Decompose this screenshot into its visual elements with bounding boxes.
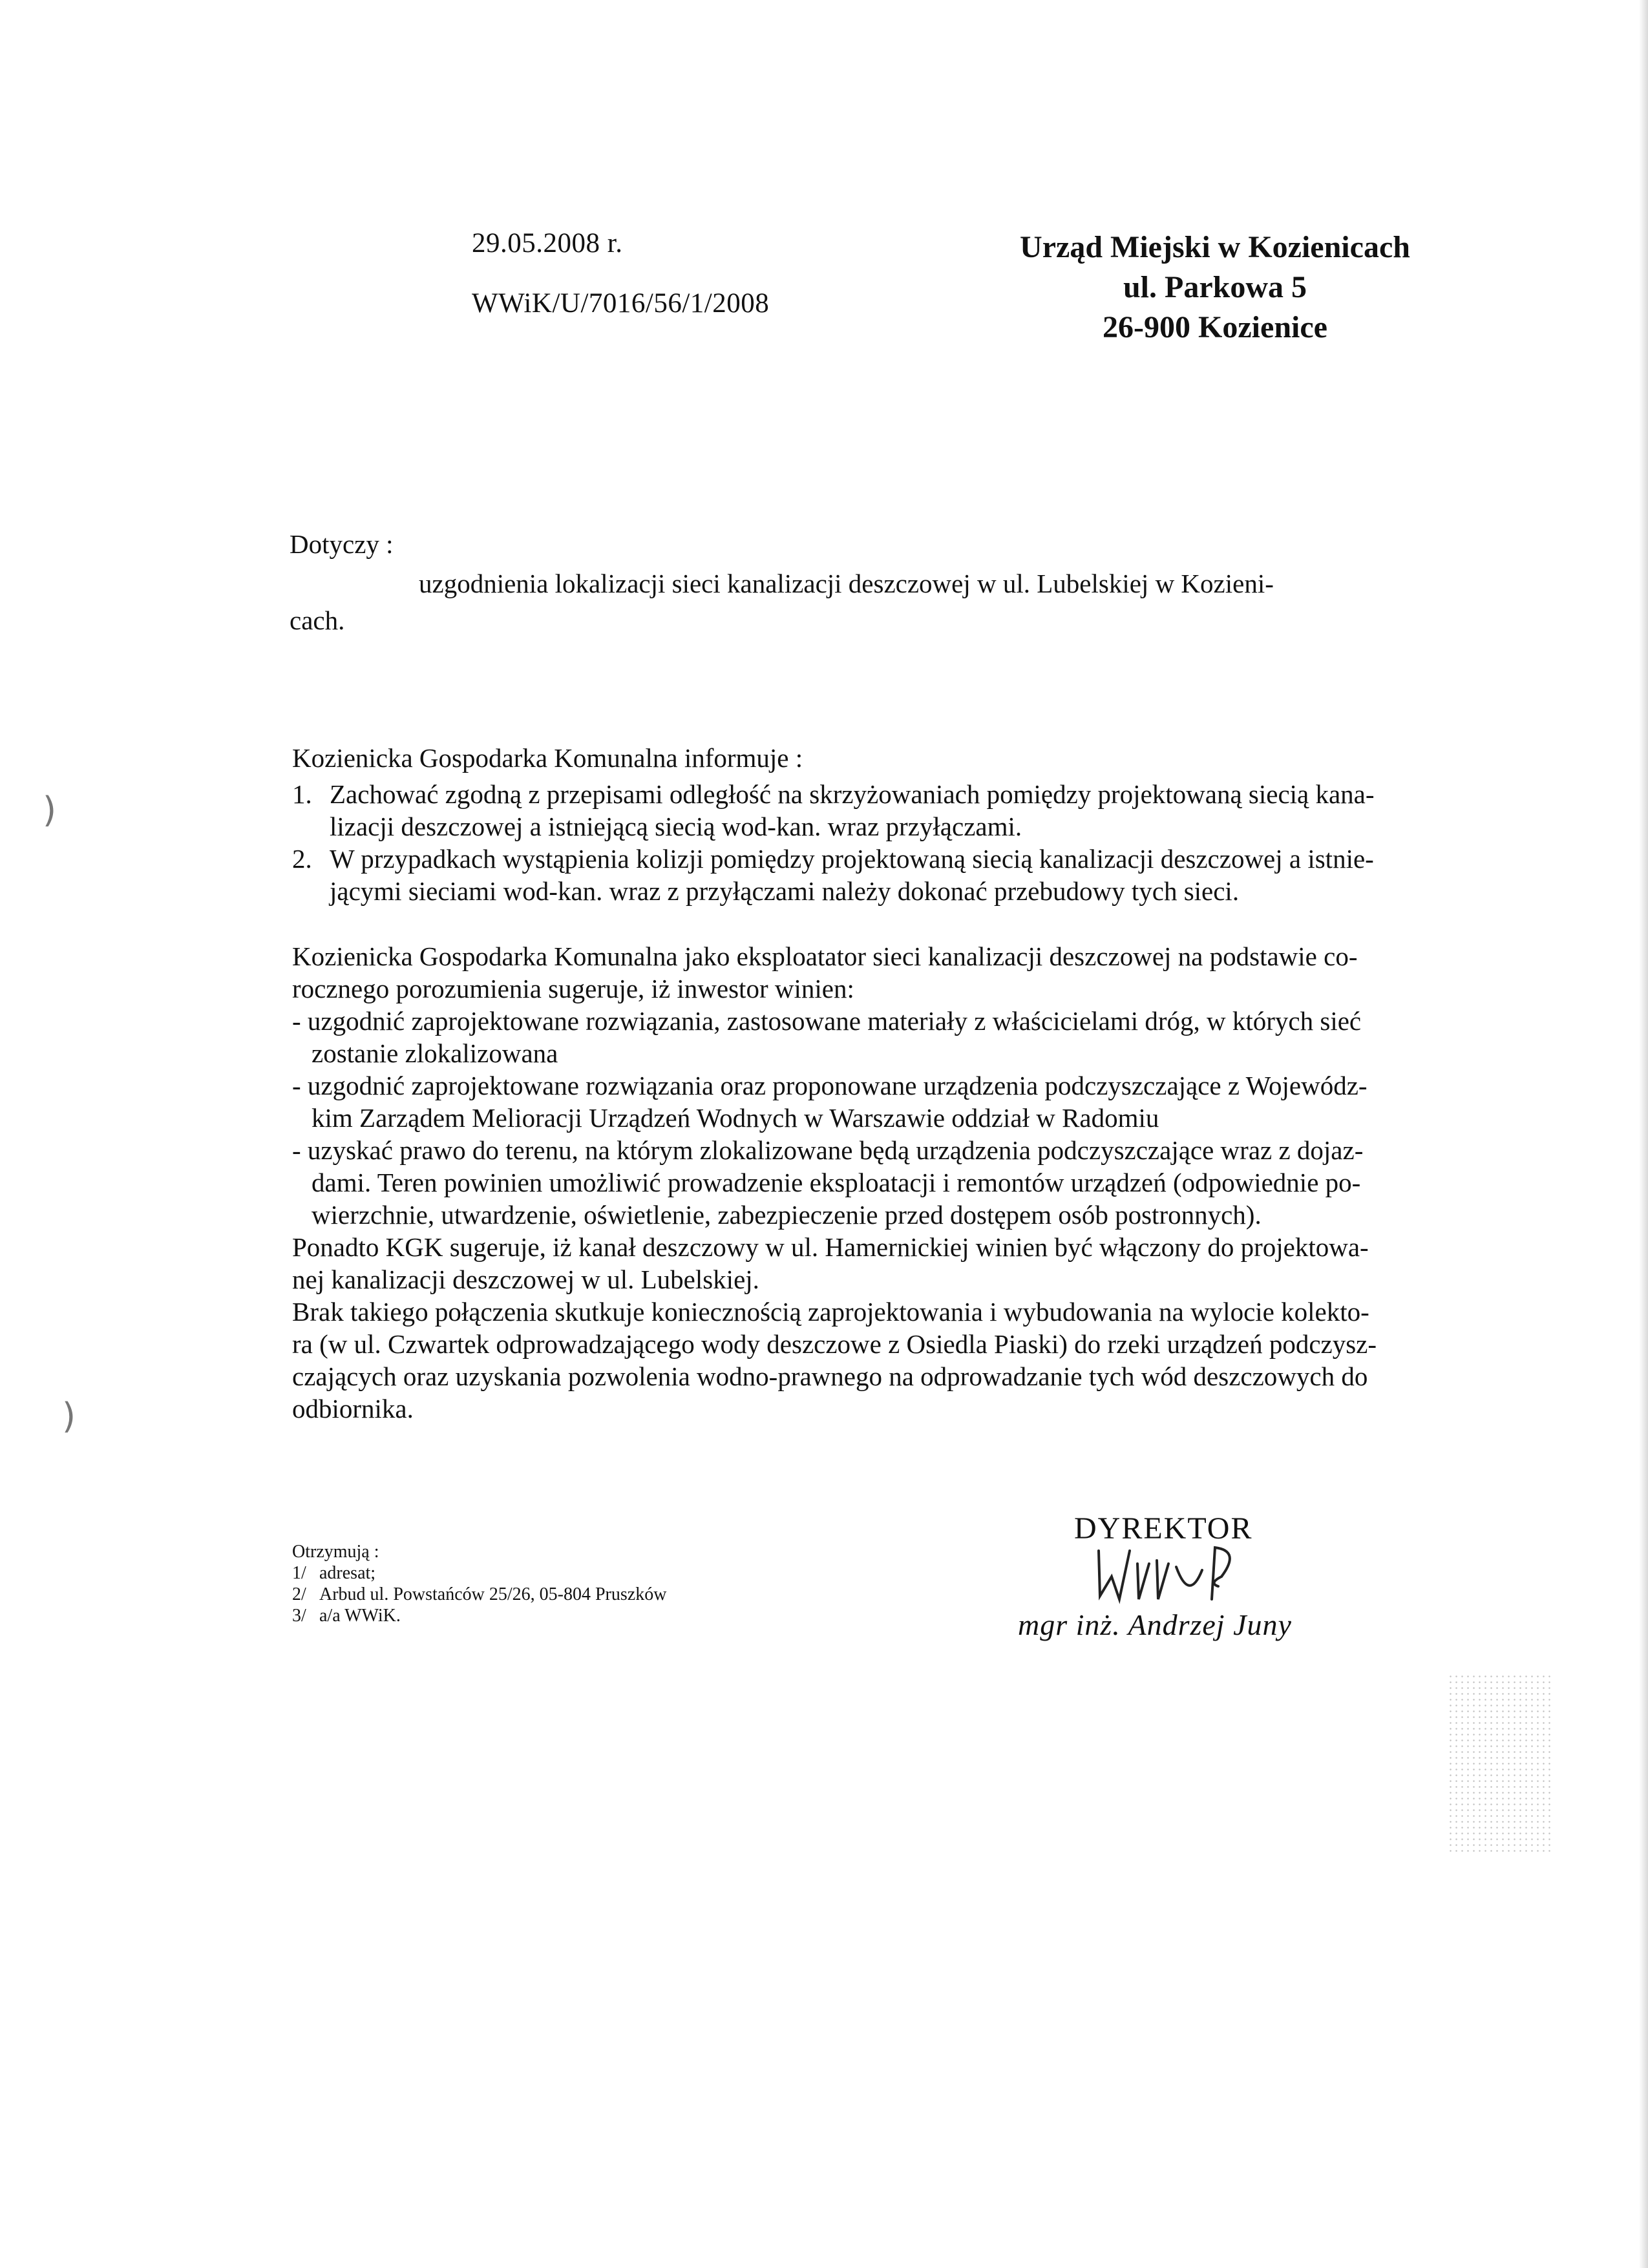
body-line: dami. Teren powinien umożliwić prowadzenie eksploatacji i remontów urządzeń (odpowiednie po- bbox=[312, 1168, 1361, 1197]
signature-title: DYREKTOR bbox=[1074, 1511, 1253, 1546]
info-intro: Kozienicka Gospodarka Komunalna informuje : bbox=[292, 743, 803, 773]
body-line: kim Zarządem Melioracji Urządzeń Wodnych w Warszawie oddział w Radomiu bbox=[312, 1103, 1159, 1133]
info-list bbox=[292, 778, 1552, 907]
subject-line-2: cach. bbox=[290, 605, 345, 635]
info-item-2 bbox=[292, 843, 1552, 907]
body-line: wierzchnie, utwardzenie, oświetlenie, zabezpieczenie przed dostępem osób postronnych). bbox=[312, 1200, 1262, 1230]
info-item-number: 2. bbox=[292, 844, 312, 874]
subject-label: Dotyczy : bbox=[290, 529, 394, 559]
body-line: odbiornika. bbox=[292, 1394, 414, 1423]
body-line: - uzyskać prawo do terenu, na którym zlokalizowane będą urządzenia podczyszczające wraz z dojaz- bbox=[292, 1135, 1364, 1165]
body-line: zostanie zlokalizowana bbox=[312, 1038, 558, 1068]
body-line: ra (w ul. Czwartek odprowadzającego wody deszczowe z Osiedla Piaski) do rzeki urządzeń podczysz- bbox=[292, 1329, 1377, 1359]
info-item-text-line: Zachować zgodną z przepisami odległość na skrzyżowaniach pomiędzy projektowaną siecią kana- bbox=[330, 779, 1375, 809]
distribution-item-number: 2/ bbox=[292, 1584, 306, 1604]
distribution-item-2 bbox=[292, 1584, 666, 1605]
recipient-street: ul. Parkowa 5 bbox=[1123, 270, 1307, 304]
body-line: czających oraz uzyskania pozwolenia wodno-prawnego na odprowadzanie tych wód deszczowych do bbox=[292, 1361, 1368, 1391]
body-line: Kozienicka Gospodarka Komunalna jako eksploatator sieci kanalizacji deszczowej na podstawie co- bbox=[292, 941, 1358, 971]
letter-date: 29.05.2008 r. bbox=[472, 228, 623, 258]
info-item-text-line: jącymi sieciami wod-kan. wraz z przyłączami należy dokonać przebudowy tych sieci. bbox=[330, 876, 1240, 906]
distribution-item-1 bbox=[292, 1562, 666, 1584]
scan-edge-shadow bbox=[1639, 0, 1648, 2268]
letter-body bbox=[292, 940, 1552, 1425]
signatory-name: mgr inż. Andrzej Juny bbox=[1018, 1608, 1292, 1641]
info-item-number: 1. bbox=[292, 779, 312, 809]
distribution-item-number: 1/ bbox=[292, 1563, 306, 1583]
recipient-address-block bbox=[924, 227, 1506, 348]
body-line: Ponadto KGK sugeruje, iż kanał deszczowy w ul. Hamernickiej winien być włączony do projektowa- bbox=[292, 1232, 1369, 1262]
handwritten-signature bbox=[1092, 1538, 1260, 1609]
punch-hole-mark-bottom: ) bbox=[62, 1396, 76, 1436]
body-line: - uzgodnić zaprojektowane rozwiązania, zastosowane materiały z właścicielami dróg, w których sieć bbox=[292, 1006, 1362, 1036]
scan-stamp-residue bbox=[1448, 1674, 1551, 1854]
letter-reference-number: WWiK/U/7016/56/1/2008 bbox=[472, 288, 770, 319]
distribution-item-text: Arbud ul. Powstańców 25/26, 05-804 Pruszków bbox=[319, 1584, 667, 1604]
recipient-city: 26-900 Kozienice bbox=[1103, 310, 1327, 344]
body-line: nej kanalizacji deszczowej w ul. Lubelskiej. bbox=[292, 1265, 759, 1294]
body-line: Brak takiego połączenia skutkuje koniecznością zaprojektowania i wybudowania na wylocie kolekto- bbox=[292, 1297, 1369, 1327]
distribution-item-3 bbox=[292, 1605, 666, 1626]
info-item-text-line: lizacji deszczowej a istniejącą siecią wod-kan. wraz przyłączami. bbox=[330, 812, 1022, 841]
distribution-list bbox=[292, 1541, 666, 1626]
info-item-1 bbox=[292, 778, 1552, 843]
distribution-item-number: 3/ bbox=[292, 1606, 306, 1626]
distribution-item-text: a/a WWiK. bbox=[319, 1606, 401, 1626]
distribution-item-text: adresat; bbox=[319, 1563, 376, 1583]
distribution-label: Otrzymują : bbox=[292, 1542, 379, 1562]
punch-hole-mark-top: ) bbox=[43, 790, 57, 830]
recipient-name: Urząd Miejski w Kozienicach bbox=[1020, 230, 1410, 264]
info-item-text-line: W przypadkach wystąpienia kolizji pomiędzy projektowaną siecią kanalizacji deszczowej a istnie- bbox=[330, 844, 1374, 874]
subject-line-1: uzgodnienia lokalizacji sieci kanalizacji deszczowej w ul. Lubelskiej w Kozieni- bbox=[419, 569, 1274, 598]
body-line: - uzgodnić zaprojektowane rozwiązania oraz proponowane urządzenia podczyszczające z Wojewódz- bbox=[292, 1071, 1368, 1100]
body-line: rocznego porozumienia sugeruje, iż inwestor winien: bbox=[292, 974, 854, 1003]
